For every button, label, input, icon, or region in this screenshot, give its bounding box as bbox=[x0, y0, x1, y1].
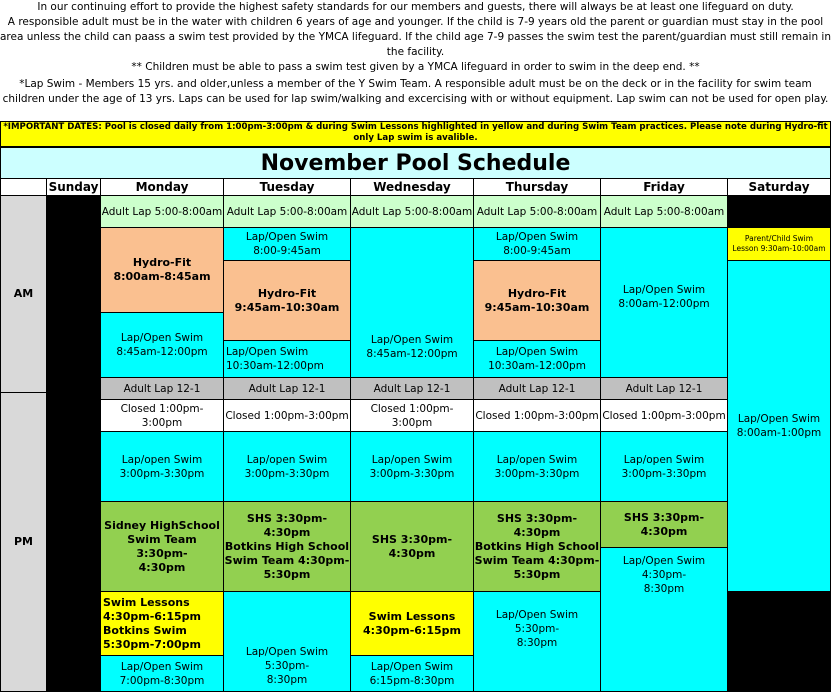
header-blank bbox=[0, 178, 47, 196]
header-friday: Friday bbox=[600, 178, 728, 196]
monday-swim-team: Sidney HighSchool Swim Team 3:30pm- 4:30pm bbox=[100, 501, 224, 592]
saturday-closed-evening bbox=[727, 591, 831, 692]
header-saturday: Saturday bbox=[727, 178, 831, 196]
thursday-hydro-fit: Hydro-Fit 9:45am-10:30am bbox=[473, 260, 601, 341]
tuesday-open-swim-afternoon: Lap/open Swim 3:00pm-3:30pm bbox=[223, 431, 351, 502]
saturday-parent-child-lesson: Parent/Child Swim Lesson 9:30am-10:00am bbox=[727, 227, 831, 261]
schedule-title: November Pool Schedule bbox=[0, 147, 831, 179]
important-dates-banner: *IMPORTANT DATES: Pool is closed daily from 1:00pm-3:00pm & during Swim Lessons highlighted in yellow and during Swim Team practices. Please note during Hydro-fit only Lap swim is avalible. bbox=[0, 121, 831, 147]
header-tuesday: Tuesday bbox=[223, 178, 351, 196]
tuesday-swim-team: SHS 3:30pm-4:30pm Botkins High School Swim Team 4:30pm- 5:30pm bbox=[223, 501, 351, 592]
friday-open-swim-am: Lap/Open Swim 8:00am-12:00pm bbox=[600, 227, 728, 378]
thursday-adult-lap: Adult Lap 5:00-8:00am bbox=[473, 195, 601, 228]
header-thursday: Thursday bbox=[473, 178, 601, 196]
friday-closed: Closed 1:00pm-3:00pm bbox=[600, 399, 728, 432]
tuesday-open-swim-evening: Lap/Open Swim 5:30pm- 8:30pm bbox=[223, 591, 351, 692]
tuesday-open-swim-am: Lap/Open Swim 10:30am-12:00pm bbox=[223, 340, 351, 378]
intro-line-adult: A responsible adult must be in the water with children 6 years of age and younger. If the child is 7-9 years old the parent or guardian must stay in the pool area unless the child can paass a swim test provided by the YMCA lifeguard. If the child age 7-9 passes the swim test the parent/guardian must still remain in the facility. bbox=[0, 16, 831, 58]
period-am: AM bbox=[0, 195, 47, 393]
period-pm: PM bbox=[0, 392, 47, 692]
thursday-open-swim-afternoon: Lap/open Swim 3:00pm-3:30pm bbox=[473, 431, 601, 502]
monday-open-swim-evening: Lap/Open Swim 7:00pm-8:30pm bbox=[100, 655, 224, 692]
thursday-adult-lap-noon: Adult Lap 12-1 bbox=[473, 377, 601, 400]
tuesday-adult-lap: Adult Lap 5:00-8:00am bbox=[223, 195, 351, 228]
wednesday-closed: Closed 1:00pm-3:00pm bbox=[350, 399, 474, 432]
monday-hydro-fit: Hydro-Fit 8:00am-8:45am bbox=[100, 227, 224, 313]
monday-closed: Closed 1:00pm-3:00pm bbox=[100, 399, 224, 432]
monday-adult-lap: Adult Lap 5:00-8:00am bbox=[100, 195, 224, 228]
intro-text-lap bbox=[0, 77, 831, 107]
monday-open-swim-afternoon: Lap/open Swim 3:00pm-3:30pm bbox=[100, 431, 224, 502]
saturday-closed-morning bbox=[727, 195, 831, 228]
intro-line-lap-swim: *Lap Swim - Members 15 yrs. and older,unless a member of the Y Swim Team. A responsible adult must be on the deck or in the facility for swim team children under the age of 13 yrs. Laps can be used for lap swim/walking and excercising with or without equipment. Lap swim can not be used for open play. bbox=[2, 78, 829, 105]
wednesday-swim-lessons: Swim Lessons 4:30pm-6:15pm bbox=[350, 591, 474, 656]
thursday-open-swim-am: Lap/Open Swim 10:30am-12:00pm bbox=[473, 340, 601, 378]
thursday-open-swim-evening: Lap/Open Swim 5:30pm- 8:30pm bbox=[473, 591, 601, 692]
wednesday-adult-lap-noon: Adult Lap 12-1 bbox=[350, 377, 474, 400]
wednesday-swim-team: SHS 3:30pm- 4:30pm bbox=[350, 501, 474, 592]
wednesday-open-swim-afternoon: Lap/open Swim 3:00pm-3:30pm bbox=[350, 431, 474, 502]
wednesday-open-swim-am: Lap/Open Swim 8:45am-12:00pm bbox=[350, 227, 474, 378]
intro-line-safety: In our continuing effort to provide the highest safety standards for our members and guests, there will always be at least one lifeguard on duty. bbox=[37, 1, 794, 13]
thursday-open-swim-early: Lap/Open Swim 8:00-9:45am bbox=[473, 227, 601, 261]
wednesday-open-swim-evening: Lap/Open Swim 6:15pm-8:30pm bbox=[350, 655, 474, 692]
friday-open-swim-afternoon: Lap/open Swim 3:00pm-3:30pm bbox=[600, 431, 728, 502]
header-monday: Monday bbox=[100, 178, 224, 196]
monday-open-swim-am: Lap/Open Swim 8:45am-12:00pm bbox=[100, 312, 224, 378]
friday-adult-lap: Adult Lap 5:00-8:00am bbox=[600, 195, 728, 228]
tuesday-closed: Closed 1:00pm-3:00pm bbox=[223, 399, 351, 432]
header-wednesday: Wednesday bbox=[350, 178, 474, 196]
monday-swim-lessons: Swim Lessons 4:30pm-6:15pm Botkins Swim 5:30pm-7:00pm bbox=[100, 591, 224, 656]
tuesday-hydro-fit: Hydro-Fit 9:45am-10:30am bbox=[223, 260, 351, 341]
saturday-open-swim: Lap/Open Swim 8:00am-1:00pm bbox=[727, 260, 831, 592]
friday-adult-lap-noon: Adult Lap 12-1 bbox=[600, 377, 728, 400]
friday-open-swim-evening: Lap/Open Swim 4:30pm- 8:30pm bbox=[600, 547, 728, 692]
tuesday-open-swim-early: Lap/Open Swim 8:00-9:45am bbox=[223, 227, 351, 261]
sunday-closed-block bbox=[46, 195, 101, 692]
thursday-closed: Closed 1:00pm-3:00pm bbox=[473, 399, 601, 432]
thursday-swim-team: SHS 3:30pm-4:30pm Botkins High School Swim Team 4:30pm- 5:30pm bbox=[473, 501, 601, 592]
monday-adult-lap-noon: Adult Lap 12-1 bbox=[100, 377, 224, 400]
header-sunday: Sunday bbox=[46, 178, 101, 196]
friday-swim-team: SHS 3:30pm- 4:30pm bbox=[600, 501, 728, 548]
intro-line-deep-end: ** Children must be able to pass a swim test given by a YMCA lifeguard in order to swim in the deep end. ** bbox=[131, 61, 700, 73]
intro-text-top bbox=[0, 0, 831, 75]
tuesday-adult-lap-noon: Adult Lap 12-1 bbox=[223, 377, 351, 400]
wednesday-adult-lap: Adult Lap 5:00-8:00am bbox=[350, 195, 474, 228]
